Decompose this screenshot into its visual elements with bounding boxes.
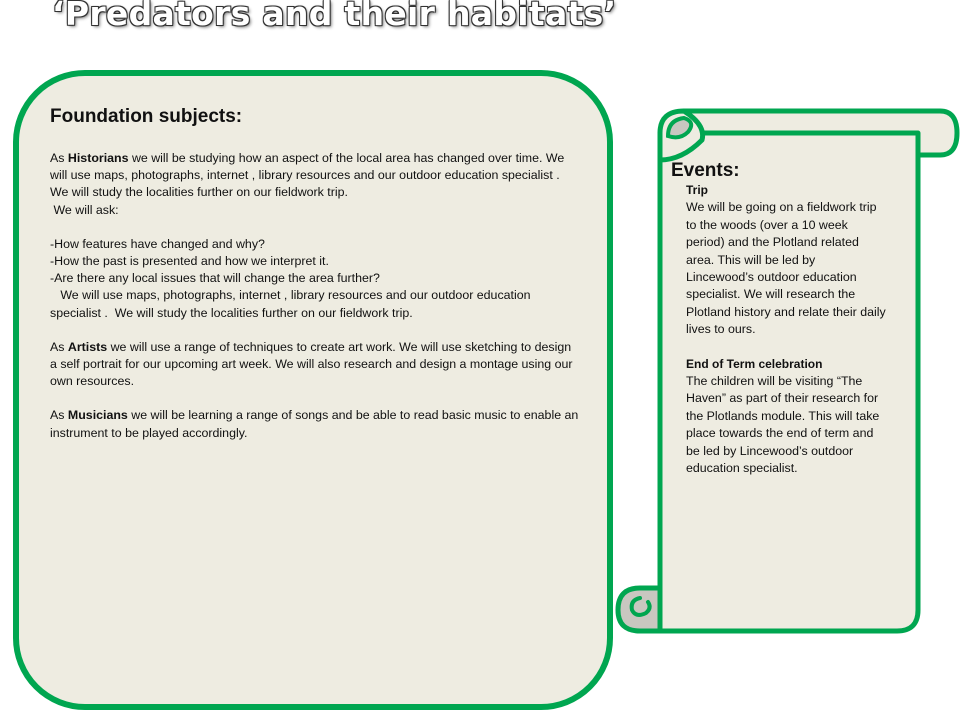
musicians-prefix: As — [50, 408, 68, 423]
events-content — [671, 160, 886, 478]
celebration-text: The children will be visiting “The Haven” as part of their research for the Plotlands module. This will take place towards the end of term and be led by Lincewood’s outdoor education specialist. — [686, 374, 880, 476]
spacer — [686, 339, 886, 356]
trip-text: We will be going on a fieldwork trip to the woods (over a 10 week period) and the Plotland related area. This will be led by Lincewood’s outdoor education specialist. We will research the Plotland history and relate their daily lives to ours. — [686, 200, 886, 337]
musicians-text: we will be learning a range of songs and be able to read basic music to enable an instrument to be played accordingly. — [50, 408, 579, 440]
question-3: -Are there any local issues that will change the area further? — [50, 271, 380, 286]
repeat-paragraph: We will use maps, photographs, internet , library resources and our outdoor education specialist . We will study the localities further on our fieldwork trip. — [50, 288, 534, 320]
events-heading: Events: — [671, 160, 740, 181]
foundation-heading: Foundation subjects: — [50, 106, 243, 127]
historians-text: we will be studying how an aspect of the local area has changed over time. We will use maps, photographs, internet , library resources and our outdoor education specialist . We will study the localities further on our fieldwork trip. — [50, 151, 565, 200]
question-2: -How the past is presented and how we interpret it. — [50, 254, 329, 269]
events-body — [686, 182, 886, 478]
artists-prefix: As — [50, 339, 68, 354]
ask-line: We will ask: — [50, 202, 119, 217]
page-title: ‘Predators and their habitats’ — [52, 0, 617, 33]
trip-title: Trip — [686, 183, 709, 197]
artists-role: Artists — [67, 339, 108, 354]
historians-role: Historians — [67, 151, 129, 165]
musicians-role: Musicians — [67, 408, 128, 423]
historians-prefix: As — [50, 151, 68, 165]
celebration-title: End of Term celebration — [686, 356, 823, 371]
artists-text: we will use a range of techniques to create art work. We will use sketching to design a self portrait for our upcoming art week. We will also research and design a montage using our own resources. — [50, 339, 573, 389]
question-1: -How features have changed and why? — [50, 236, 265, 251]
scroll-bottom-curl — [618, 588, 660, 631]
